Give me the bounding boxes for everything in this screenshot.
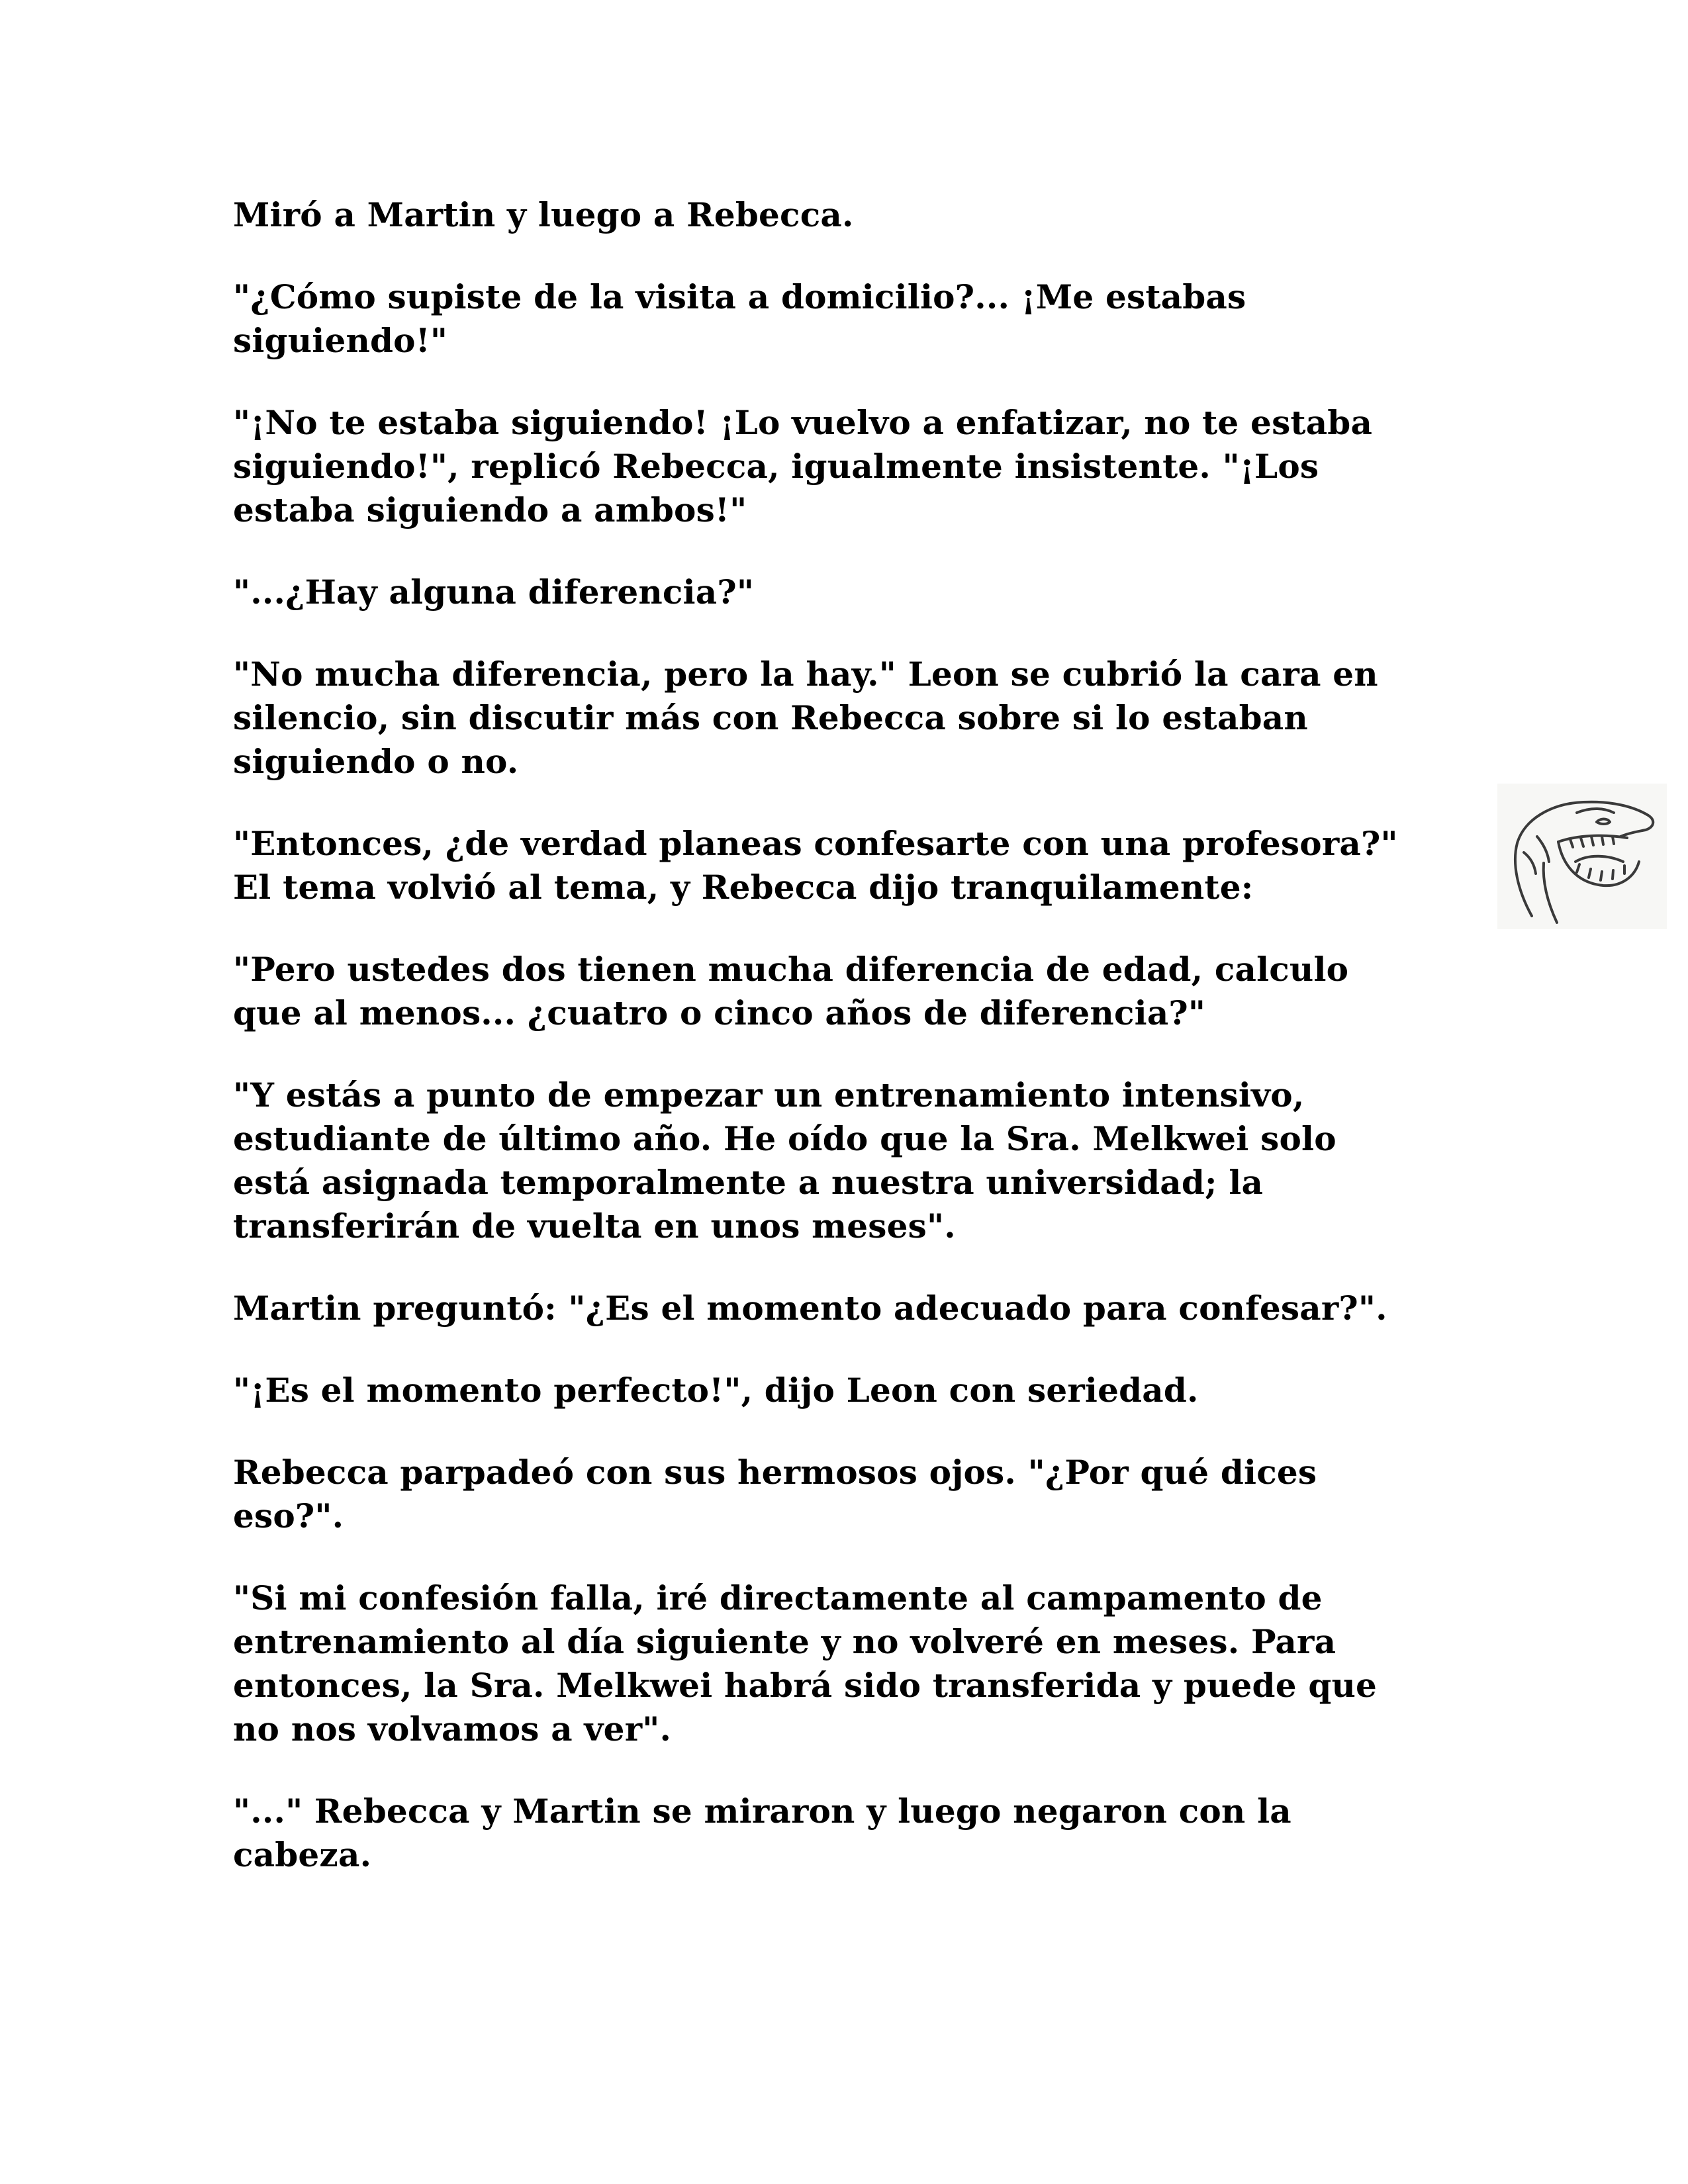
dinosaur-sketch-icon	[1497, 784, 1667, 929]
paragraph-11: Rebecca parpadeó con sus hermosos ojos. "¿Por qué dices eso?".	[233, 1453, 1317, 1535]
paragraph-5: "No mucha diferencia, pero la hay." Leon se cubrió la cara en silencio, sin discutir más con Rebecca sobre si lo estaban siguiendo o no.	[233, 655, 1378, 781]
paragraph-4: "...¿Hay alguna diferencia?"	[233, 572, 755, 612]
paragraph-12: "Si mi confesión falla, iré directamente al campamento de entrenamiento al día siguiente y no volveré en meses. Para entonces, la Sra. Melkwei habrá sido transferida y puede que no nos volvamos a ver".	[233, 1578, 1378, 1749]
paragraph-1: Miró a Martin y luego a Rebecca.	[233, 195, 854, 234]
paragraph-7: "Pero ustedes dos tienen mucha diferencia de edad, calculo que al menos... ¿cuatro o cinco años de diferencia?"	[233, 950, 1349, 1032]
paragraph-6: "Entonces, ¿de verdad planeas confesarte con una profesora?" El tema volvió al tema, y Rebecca dijo tranquilamente:	[233, 824, 1398, 907]
paragraph-3: "¡No te estaba siguiendo! ¡Lo vuelvo a enfatizar, no te estaba siguiendo!", replicó Rebecca, igualmente insistente. "¡Los estaba siguiendo a ambos!"	[233, 403, 1373, 529]
paragraph-9: Martin preguntó: "¿Es el momento adecuado para confesar?".	[233, 1289, 1387, 1328]
paragraph-8: "Y estás a punto de empezar un entrenamiento intensivo, estudiante de último año. He oído que la Sra. Melkwei solo está asignada temporalmente a nuestra universidad; la transferirán de vuelta en unos meses".	[233, 1075, 1336, 1246]
paragraph-2: "¿Cómo supiste de la visita a domicilio?... ¡Me estabas siguiendo!"	[233, 277, 1246, 360]
document-body	[233, 193, 1458, 1877]
paragraph-10: "¡Es el momento perfecto!", dijo Leon con seriedad.	[233, 1371, 1199, 1410]
paragraph-13: "..." Rebecca y Martin se miraron y luego negaron con la cabeza.	[233, 1792, 1291, 1874]
